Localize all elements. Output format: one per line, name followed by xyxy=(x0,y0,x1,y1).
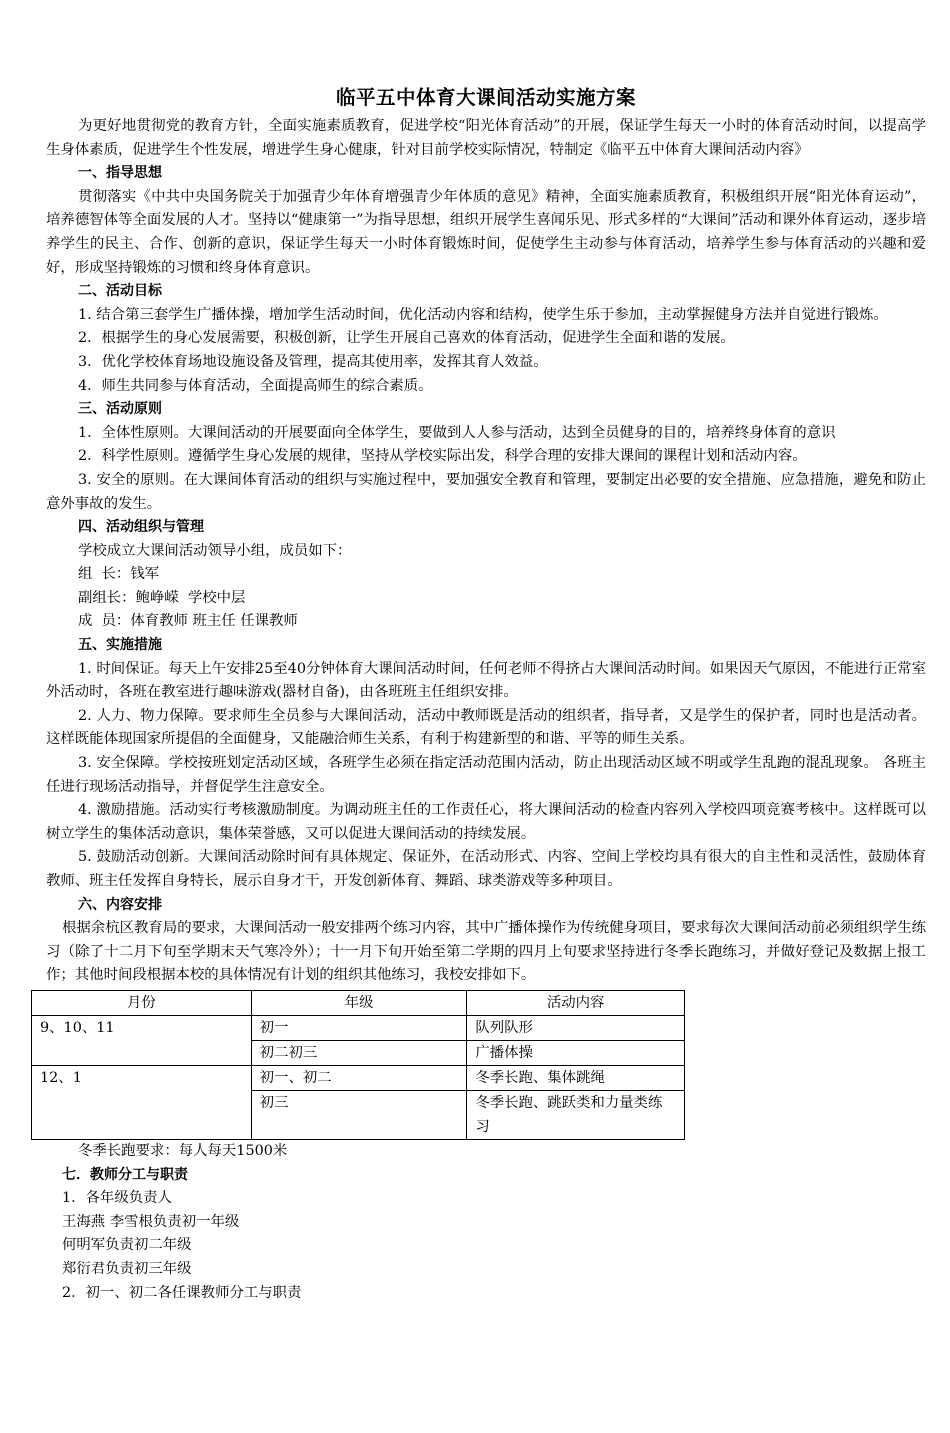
section-heading-teacher-duties: 七．教师分工与职责 xyxy=(62,1166,188,1183)
organization-line: 副组长：鲍峥嵘 学校中层 xyxy=(78,589,246,606)
principle-item: 1．全体性原则。大课间活动的开展要面向全体学生，要做到人人参与活动，达到全员健身的目的，培养终身体育的意识 xyxy=(78,424,836,441)
measure-item: 3. 安全保障。学校按班划定活动区域，各班学生必须在指定活动范围内活动，防止出现活动区域不明或学生乱跑的混乱现象。 各班主任进行现场活动指导，并督促学生注意安全。 xyxy=(46,755,926,795)
activity-cell: 冬季长跑、集体跳绳 xyxy=(467,1065,685,1090)
measure-item: 4. 激励措施。活动实行考核激励制度。为调动班主任的工作责任心，将大课间活动的检查内容列入学校四项竞赛考核中。这样既可以树立学生的集体活动意识，集体荣誉感，又可以促进大课间活动的持续发展。 xyxy=(46,802,926,842)
activity-cell: 队列队形 xyxy=(467,1015,685,1040)
duty-line: 王海燕 李雪根负责初一年级 xyxy=(62,1213,240,1230)
duty-line: 郑衍君负责初三年级 xyxy=(62,1260,192,1277)
table-row xyxy=(32,1065,685,1090)
activity-cell: 广播体操 xyxy=(467,1040,685,1065)
measure-item: 2. 人力、物力保障。要求师生全员参与大课间活动，活动中教师既是活动的组织者，指导者，又是学生的保护者，同时也是活动者。这样既能体现国家所提倡的全面健身，又能融洽师生关系，有利于构建新型的和谐、平等的师生关系。 xyxy=(46,707,926,748)
duty-line: 2．初一、初二各任课教师分工与职责 xyxy=(62,1284,302,1301)
goal-item: 2．根据学生的身心发展需要，积极创新，让学生开展自己喜欢的体育活动，促进学生全面和谐的发展。 xyxy=(78,330,735,347)
activity-schedule-table xyxy=(31,990,685,1140)
header-activity: 活动内容 xyxy=(467,990,685,1015)
organization-line: 组 长：钱军 xyxy=(78,566,160,583)
section-heading-content: 六、内容安排 xyxy=(78,896,162,913)
grade-cell: 初一 xyxy=(251,1015,467,1040)
header-month: 月份 xyxy=(32,990,252,1015)
measure-item: 1. 时间保证。每天上午安排25至40分钟体育大课间活动时间，任何老师不得挤占大课间活动时间。如果因天气原因，不能进行正常室外活动时，各班在教室进行趣味游戏(器材自备)，由各班班主任组织安排。 xyxy=(46,660,926,701)
month-cell: 12、1 xyxy=(32,1065,252,1139)
duty-line: 何明军负责初二年级 xyxy=(62,1237,192,1254)
organization-line: 学校成立大课间活动领导小组，成员如下： xyxy=(78,542,352,559)
section-heading-organization: 四、活动组织与管理 xyxy=(78,519,204,536)
document-page xyxy=(40,82,926,1305)
header-grade: 年级 xyxy=(251,990,467,1015)
table-row xyxy=(32,1015,685,1040)
intro-paragraph: 为更好地贯彻党的教育方针，全面实施素质教育，促进学校“阳光体育活动”的开展，保证学生每天一小时的体育活动时间，以提高学生身体素质，促进学生个性发展，增进学生身心健康，针对目前学校实际情况，特制定《临平五中体育大课间活动内容》 xyxy=(46,118,926,158)
section-heading-measures: 五、实施措施 xyxy=(78,637,162,654)
duty-line: 1．各年级负责人 xyxy=(62,1190,172,1207)
section-heading-principles: 三、活动原则 xyxy=(78,401,162,418)
section-heading-guiding-ideology: 一、指导思想 xyxy=(78,165,162,182)
measure-item: 5. 鼓励活动创新。大课间活动除时间有具体规定、保证外，在活动形式、内容、空间上学校均具有很大的自主性和灵活性，鼓励体育教师、班主任发挥自身特长，展示自身才干，开发创新体育、舞蹈、球类游戏等多种项目。 xyxy=(46,849,926,889)
winter-run-note: 冬季长跑要求：每人每天1500米 xyxy=(78,1142,288,1159)
document-title: 临平五中体育大课间活动实施方案 xyxy=(335,86,636,109)
goal-item: 1. 结合第三套学生广播体操，增加学生活动时间，优化活动内容和结构，使学生乐于参加，主动掌握健身方法并自觉进行锻炼。 xyxy=(78,306,888,323)
content-paragraph: 根据余杭区教育局的要求，大课间活动一般安排两个练习内容，其中广播体操作为传统健身项目，要求每次大课间活动前必须组织学生练习（除了十二月下旬至学期末天气寒冷外）；十一月下旬开始至第二学期的四月上旬要求坚持进行冬季长跑练习，并做好登记及数据上报工作；其他时间段根据本校的具体情况有计划的组织其他练习，我校安排如下。 xyxy=(46,920,926,984)
goal-item: 4．师生共同参与体育活动，全面提高师生的综合素质。 xyxy=(78,377,433,394)
principle-item: 2．科学性原则。遵循学生身心发展的规律，坚持从学校实际出发，科学合理的安排大课间的课程计划和活动内容。 xyxy=(78,448,807,465)
guiding-ideology-paragraph: 贯彻落实《中共中央国务院关于加强青少年体育增强青少年体质的意见》精神，全面实施素质教育，积极组织开展“阳光体育运动”，培养德智体等全面发展的人才。坚持以“健康第一”为指导思想，组织开展学生喜闻乐见、形式多样的“大课间”活动和课外体育运动，逐步培养学生的民主、合作、创新的意识，保证学生每天一小时体育锻炼时间，促使学生主动参与体育活动，培养学生参与体育活动的兴趣和爱好，形成坚持锻炼的习惯和终身体育意识。 xyxy=(46,188,926,276)
activity-cell: 冬季长跑、跳跃类和力量类练习 xyxy=(467,1090,685,1139)
grade-cell: 初一、初二 xyxy=(251,1065,467,1090)
goal-item: 3．优化学校体育场地设施设备及管理，提高其使用率，发挥其育人效益。 xyxy=(78,353,548,370)
grade-cell: 初二初三 xyxy=(251,1040,467,1065)
table-header-row xyxy=(32,990,685,1015)
section-heading-goals: 二、活动目标 xyxy=(78,283,162,300)
month-cell: 9、10、11 xyxy=(32,1015,252,1065)
grade-cell: 初三 xyxy=(251,1090,467,1139)
principle-item: 3. 安全的原则。在大课间体育活动的组织与实施过程中，要加强安全教育和管理，要制定出必要的安全措施、应急措施，避免和防止意外事故的发生。 xyxy=(46,471,926,512)
organization-line: 成 员：体育教师 班主任 任课教师 xyxy=(78,613,298,630)
